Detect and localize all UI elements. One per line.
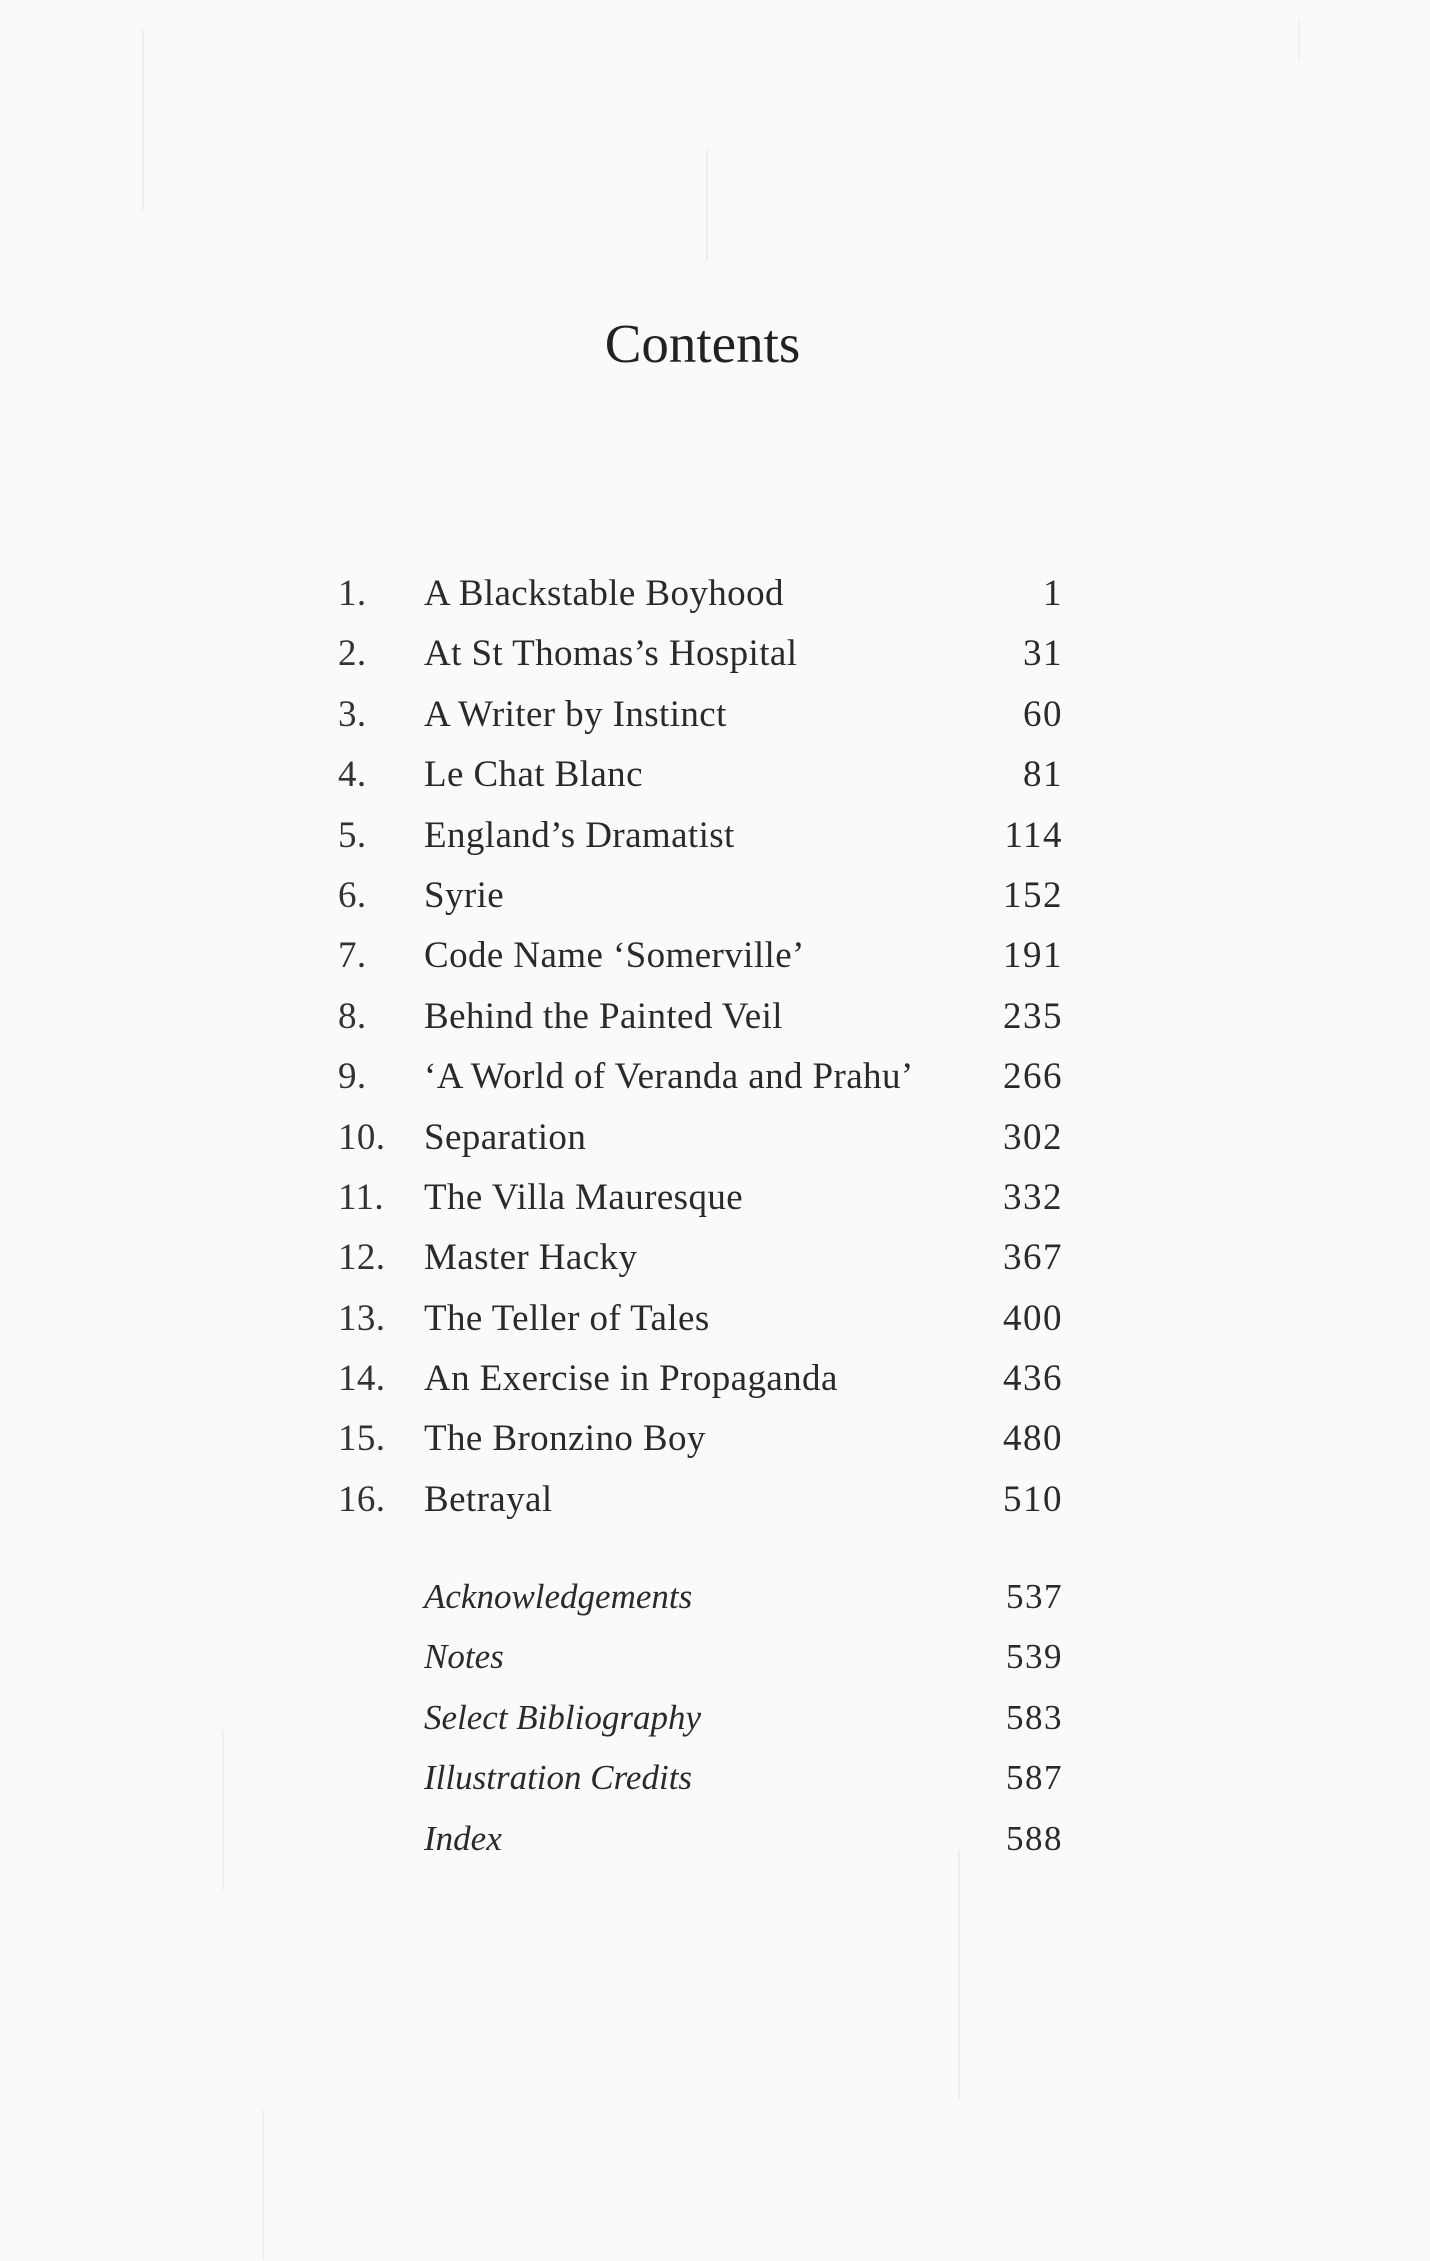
back-matter-list [338,1567,1063,1869]
page-number: 588 [1006,1818,1063,1858]
back-matter-title: Illustration Credits [424,1758,693,1798]
page-number: 400 [1003,1297,1063,1339]
chapter-number: 5. [338,814,367,856]
scan-streak [706,150,708,260]
chapter-title: Betrayal [424,1478,553,1520]
toc-chapter-entry [338,1228,1063,1288]
toc-chapter-entry [338,1168,1063,1228]
chapter-number: 1. [338,573,367,614]
toc-chapter-entry [338,685,1063,745]
page-number: 332 [1003,1176,1063,1218]
page-title: Contents [604,313,801,374]
back-matter-title: Notes [424,1637,504,1677]
toc-back-matter-entry [338,1748,1063,1808]
toc-chapter-entry [338,1047,1063,1107]
page-number: 537 [1006,1577,1063,1616]
page-number: 81 [1023,754,1063,796]
chapter-number: 4. [338,754,367,796]
chapter-title: Master Hacky [424,1237,638,1279]
toc-chapter-entry [338,624,1063,684]
chapter-title: The Villa Mauresque [424,1176,744,1218]
page-number: 436 [1003,1358,1063,1400]
toc-chapter-entry [338,926,1063,986]
toc-back-matter-entry [338,1627,1063,1687]
page-number: 60 [1023,693,1063,735]
scan-streak [142,30,144,210]
chapter-title: Code Name ‘Somerville’ [424,935,805,977]
toc-chapter-entry [338,1470,1063,1530]
chapter-title: ‘A World of Veranda and Prahu’ [424,1056,914,1098]
chapter-title: An Exercise in Propaganda [424,1358,838,1400]
back-matter-title: Select Bibliography [424,1697,702,1737]
page-number: 31 [1023,633,1063,675]
toc-chapter-entry [338,806,1063,866]
toc-chapter-entry [338,1108,1063,1168]
toc-chapter-entry [338,564,1063,624]
chapter-title: At St Thomas’s Hospital [424,633,798,675]
scan-streak [222,1730,224,1890]
page-number: 191 [1003,935,1063,977]
chapter-title: Separation [424,1116,587,1158]
page-number: 266 [1003,1056,1063,1098]
page-number: 510 [1003,1478,1063,1520]
page-number: 1 [1043,573,1063,614]
toc-chapter-entry [338,1349,1063,1409]
page-number: 587 [1006,1758,1063,1798]
back-matter-title: Acknowledgements [424,1577,693,1616]
toc-back-matter-entry [338,1688,1063,1748]
chapter-title: Behind the Painted Veil [424,995,783,1037]
page-number: 152 [1003,874,1063,916]
page-number: 114 [1004,814,1063,856]
page-number: 367 [1003,1237,1063,1279]
chapter-number: 11. [338,1176,385,1218]
toc-back-matter-entry [338,1567,1063,1627]
chapter-title: Syrie [424,874,505,916]
chapter-title: England’s Dramatist [424,814,735,856]
chapter-number: 16. [338,1478,386,1520]
chapter-title: A Blackstable Boyhood [424,573,784,614]
chapter-number: 7. [338,935,367,977]
chapter-number: 6. [338,874,367,916]
chapter-number: 10. [338,1116,386,1158]
page-number: 302 [1003,1116,1063,1158]
chapter-number: 9. [338,1056,367,1098]
chapter-title: The Bronzino Boy [424,1418,706,1460]
chapter-number: 2. [338,633,367,675]
chapter-number: 13. [338,1297,386,1339]
scan-streak [958,1850,960,2100]
toc-chapter-entry [338,1409,1063,1469]
chapter-number: 8. [338,995,367,1037]
page-number: 235 [1003,995,1063,1037]
chapter-number: 3. [338,693,367,735]
toc-back-matter-entry [338,1809,1063,1869]
chapter-title: A Writer by Instinct [424,693,727,735]
page-number: 539 [1006,1637,1063,1677]
chapter-title: Le Chat Blanc [424,754,643,796]
toc-chapter-entry [338,745,1063,805]
toc-chapter-entry [338,1289,1063,1349]
scan-streak [1298,20,1300,60]
chapter-list [338,564,1063,1530]
chapter-title: The Teller of Tales [424,1297,710,1339]
scan-streak [262,2110,264,2260]
chapter-number: 15. [338,1418,386,1460]
back-matter-title: Index [424,1818,502,1858]
chapter-number: 14. [338,1358,386,1400]
toc-chapter-entry [338,866,1063,926]
page-number: 480 [1003,1418,1063,1460]
chapter-number: 12. [338,1237,386,1279]
toc-chapter-entry [338,987,1063,1047]
page-number: 583 [1006,1697,1063,1737]
